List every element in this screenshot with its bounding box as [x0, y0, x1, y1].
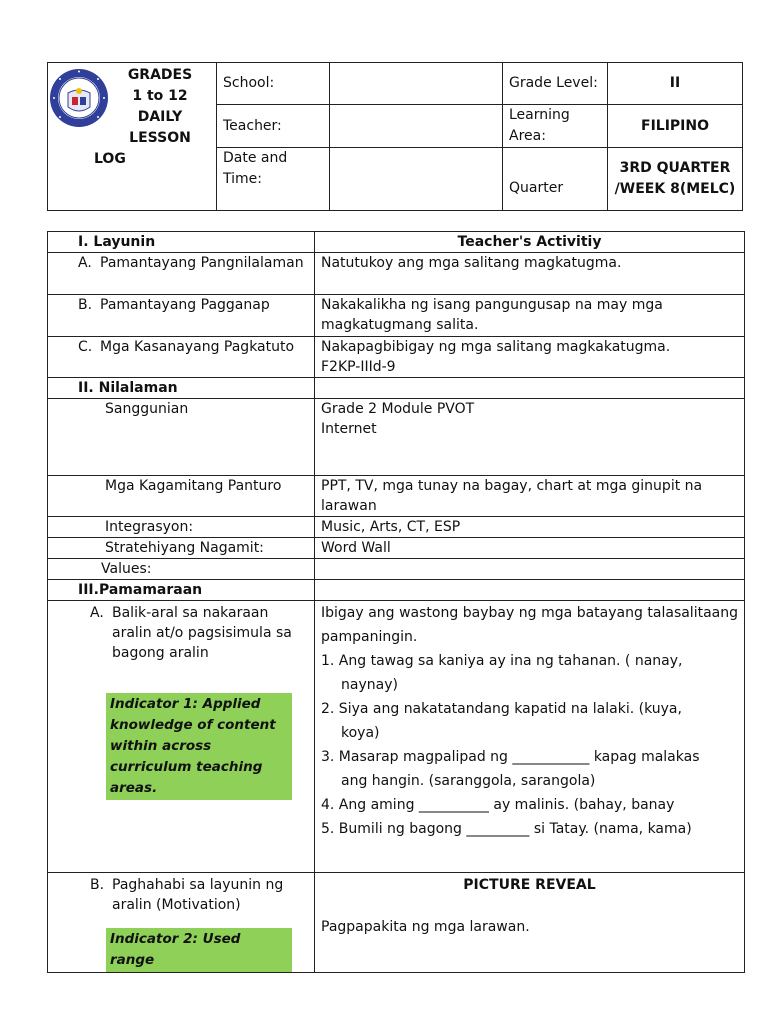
empty-cell	[315, 580, 745, 601]
c-code: F2KP-IIId-9	[321, 359, 396, 375]
list-item: 3. Masarap magpalipad ng ___________ kapag malakas	[321, 749, 700, 765]
lesson-table	[47, 231, 745, 973]
quarter-label: Quarter	[503, 148, 608, 211]
header-table	[47, 62, 743, 211]
title-line: LOG	[94, 151, 126, 167]
marker: A.	[78, 255, 92, 271]
date-label: Date and Time:	[217, 148, 330, 211]
row-b-value: Nakakalikha ng isang pangungusap na may mga magkatugmang salita.	[315, 295, 745, 337]
marker: A.	[90, 605, 104, 621]
integrasyon-label: Integrasyon:	[48, 517, 315, 538]
marker: C.	[78, 339, 93, 355]
title-line: DAILY	[137, 109, 183, 125]
label-text: Pamantayang Pangnilalaman	[100, 255, 304, 271]
title-line: 1 to 12	[132, 88, 188, 104]
indicator-1-badge: Indicator 1: Applied knowledge of content within across curriculum teaching areas.	[106, 693, 292, 800]
deped-seal-icon	[48, 67, 110, 129]
list-item: naynay)	[341, 677, 398, 693]
row-c-label	[48, 337, 315, 378]
area-label: Learning Area:	[503, 105, 608, 148]
label-text: Mga Kasanayang Pagkatuto	[100, 339, 295, 355]
grade-label: Grade Level:	[503, 63, 608, 105]
values-value	[315, 559, 745, 580]
strat-value: Word Wall	[315, 538, 745, 559]
kagamitan-label: Mga Kagamitang Panturo	[48, 476, 315, 517]
activity-header: Teacher's Activitiy	[315, 232, 745, 253]
teacher-field[interactable]	[330, 105, 503, 148]
lesson-log-title	[94, 65, 204, 170]
kagamitan-value: PPT, TV, mga tunay na bagay, chart at mga ginupit na larawan	[315, 476, 745, 517]
sanggunian-value	[315, 399, 745, 476]
marker: B.	[78, 297, 93, 313]
sanggunian-line: Internet	[321, 421, 377, 437]
date-field[interactable]	[330, 148, 503, 211]
pb-text: Pagpapakita ng mga larawan.	[321, 919, 530, 935]
school-label: School:	[217, 63, 330, 105]
grade-value: II	[608, 63, 743, 105]
list-item: 4. Ang aming __________ ay malinis. (bahay, banay	[321, 797, 675, 813]
school-field[interactable]	[330, 63, 503, 105]
label-text: Paghahabi sa layunin ng aralin (Motivation)	[112, 877, 284, 913]
label-text: Balik-aral sa nakaraan aralin at/o pagsisimula sa bagong aralin	[112, 605, 292, 661]
pamamaraan-header: III.Pamamaraan	[48, 580, 315, 601]
list-item: 5. Bumili ng bagong _________ si Tatay. (nama, kama)	[321, 821, 692, 837]
list-item: 1. Ang tawag sa kaniya ay ina ng tahanan. ( nanay,	[321, 653, 683, 669]
empty-cell	[315, 378, 745, 399]
logo-title-cell	[48, 63, 217, 211]
list-item: ang hangin. (saranggola, sarangola)	[341, 773, 596, 789]
row-pb-label	[48, 873, 315, 973]
sanggunian-line: Grade 2 Module PVOT	[321, 401, 475, 417]
row-c-value	[315, 337, 745, 378]
teacher-label: Teacher:	[217, 105, 330, 148]
indicator-2-badge: Indicator 2: Used range	[106, 928, 292, 972]
list-item: koya)	[341, 725, 380, 741]
row-pb-value	[315, 873, 745, 973]
c-text: Nakapagbibigay ng mga salitang magkakatugma.	[321, 339, 671, 355]
title-line: GRADES	[127, 67, 193, 83]
row-pa-label	[48, 601, 315, 873]
nilalaman-header: II. Nilalaman	[48, 378, 315, 399]
row-pa-value	[315, 601, 745, 873]
strat-label: Stratehiyang Nagamit:	[48, 538, 315, 559]
values-label: Values:	[48, 559, 315, 580]
layunin-header: I. Layunin	[48, 232, 315, 253]
row-a-label	[48, 253, 315, 295]
marker: B.	[90, 877, 105, 893]
pa-intro: Ibigay ang wastong baybay ng mga batayang talasalitaang pampaningin.	[321, 605, 738, 645]
row-a-value: Natutukoy ang mga salitang magkatugma.	[315, 253, 745, 295]
area-value: FILIPINO	[608, 105, 743, 148]
integrasyon-value: Music, Arts, CT, ESP	[315, 517, 745, 538]
title-line: LESSON	[129, 130, 191, 146]
list-item: 2. Siya ang nakatatandang kapatid na lalaki. (kuya,	[321, 701, 682, 717]
label-text: Pamantayang Pagganap	[100, 297, 270, 313]
row-b-label	[48, 295, 315, 337]
picture-reveal-title: PICTURE REVEAL	[463, 877, 596, 893]
quarter-value: 3RD QUARTER /WEEK 8(MELC)	[608, 148, 743, 211]
sanggunian-label: Sanggunian	[48, 399, 315, 476]
